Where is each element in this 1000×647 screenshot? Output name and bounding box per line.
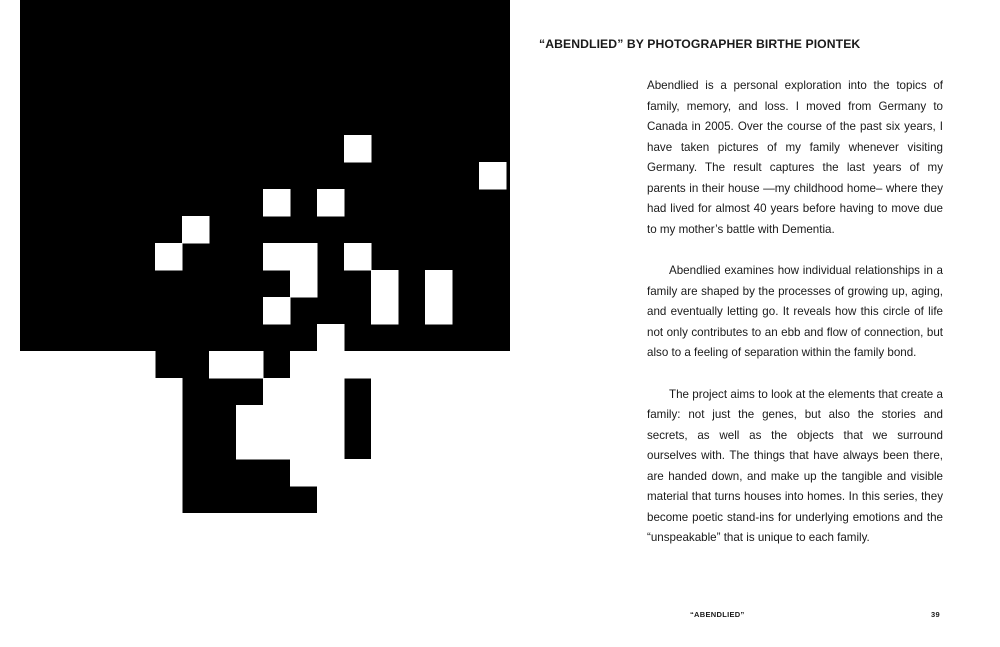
art-pixel (263, 189, 291, 217)
page-number: 39 (931, 610, 940, 619)
art-pixel (182, 459, 291, 514)
art-pixel (371, 351, 510, 514)
art-pixel (344, 135, 372, 163)
art-pixel (182, 405, 237, 460)
body-paragraph: Abendlied is a personal exploration into the topics of family, memory, and loss. I moved from Germany to Canada in 2005. Over the course of the past six years, I have taken pictures of my family whenever visiting Germany. The result captures the last years of my parents in their house —my childhood home– where they had lived for almost 40 years before having to move due to my mother’s battle with Dementia. (647, 79, 943, 236)
body-paragraph: Abendlied examines how individual relationships in a family are shaped by the processes of growing up, aging, and eventually letting go. It reveals how this circle of life not only contributes to an ebb and flow of connection, but also to a feeling of separation within the family bond. (647, 264, 943, 359)
running-title: “ABENDLIED” (690, 610, 745, 619)
art-pixel (479, 162, 507, 190)
art-pixel (182, 216, 210, 244)
art-pixel (155, 243, 183, 271)
art-pixel (290, 459, 372, 487)
art-pixel (290, 378, 345, 406)
art-pixel (290, 270, 318, 298)
art-pixel (317, 324, 345, 352)
art-pixel (290, 351, 372, 379)
art-pixel (209, 351, 264, 379)
art-pixel (317, 486, 372, 514)
art-pixel (371, 270, 399, 325)
art-pixel (344, 243, 372, 271)
art-pixel (20, 513, 510, 647)
art-pixel (263, 297, 291, 325)
art-pixel (20, 378, 183, 514)
art-pixel (317, 189, 345, 217)
article-body (647, 76, 943, 570)
art-pixel (263, 378, 291, 406)
art-pixel (20, 351, 156, 379)
article-heading: “ABENDLIED” BY PHOTOGRAPHER BIRTHE PIONTEK (539, 37, 861, 51)
art-pixel (425, 270, 453, 325)
body-paragraph: The project aims to look at the elements that create a family: not just the genes, but also the stories and secrets, as well as the objects that we surround ourselves with. The things that have always been there, are handed down, and make up the tangible and visible material that turns houses into homes. In this series, they become poetic stand-ins for underlying emotions and the “unspeakable” that is unique to each family. (647, 387, 943, 544)
art-pixel (263, 243, 318, 271)
art-pixel (236, 405, 345, 460)
